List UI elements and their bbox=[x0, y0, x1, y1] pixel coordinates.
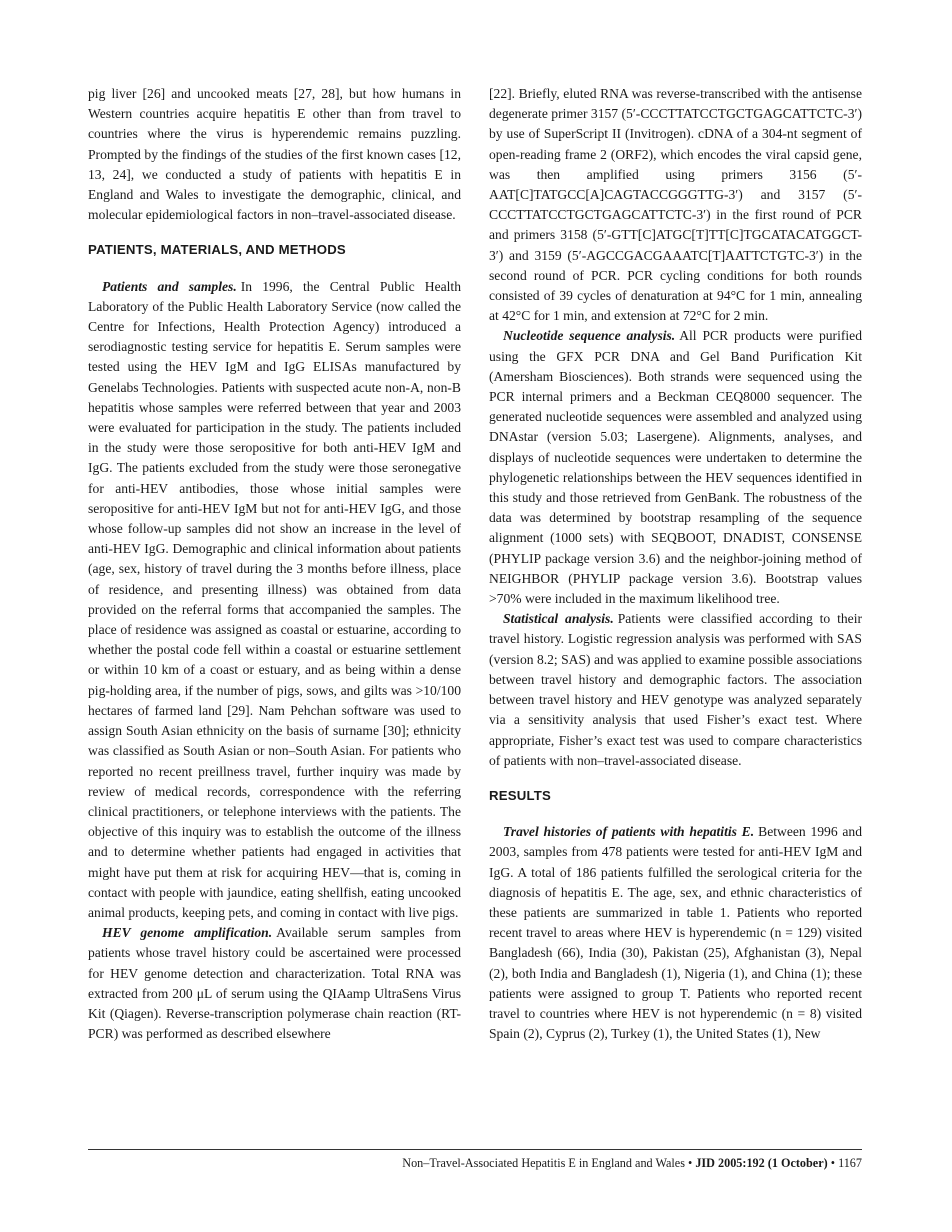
page-footer bbox=[88, 1156, 862, 1171]
rtpcr-continuation-paragraph: [22]. Briefly, eluted RNA was reverse-transcribed with the antisense degenerate primer 3157 (5′-CCCTTATCCTGCTGAGCATTCTC-3′) by use of SuperScript II (Invitrogen). cDNA of a 304-nt segment of open-reading frame 2 (ORF2), which encodes the viral capsid gene, was then amplified using primers 3156 (5′-AAT[C]TATGCC[A]CAGTACCGGGTTG-3′) and 3157 (5′-CCCTTATCCTGCTGAGCATTCTC-3′) in the first round of PCR and primers 3158 (5′-GTT[C]ATGC[T]TT[C]TGCATACATGGCT-3′) and 3159 (5′-AGCCGACGAAATC[T]AATTCTGTC-3′) in the second round of PCR. PCR cycling conditions for both rounds consisted of 39 cycles of denaturation at 94°C for 1 min, annealing at 42°C for 1 min, and extension at 72°C for 2 min. bbox=[489, 86, 862, 324]
travel-histories-paragraph bbox=[489, 822, 862, 1044]
patients-samples-text: In 1996, the Central Public Health Laboratory of the Public Health Laboratory Service (now called the Centre for Infections, Health Protection Agency) introduced a serodiagnostic testing service for hepatitis E. Serum samples were tested using the HEV IgM and IgG ELISAs manufactured by Genelabs Technologies. Patients with suspected acute non-A, non-B hepatitis whose samples were referred between that year and 2003 were evaluated for participation in the study. The patients included in the study were those seropositive for both anti-HEV IgM and IgG. The patients excluded from the study were those seronegative for anti-HEV antibodies, those whose initial samples were seropositive for anti-HEV IgM but not for anti-HEV IgG, and those whose follow-up samples did not show an increase in the level of anti-HEV IgG. Demographic and clinical information about patients (age, sex, history of travel during the 3 months before illness, place of residence, and presenting illness) was obtained from data provided on the referral forms that accompanied the samples. The place of residence was assigned as coastal or estuarine, according to whether the postal code fell within a coastal or estuarine settlement or within 10 km of a coast or estuary, and as being within a dense pig-holding area, if the number of pigs, sows, and gilts was >10/100 hectares of farmed land [29]. Nam Pehchan software was used to assign South Asian ethnicity on the basis of surname [30]; ethnicity was classified as South Asian or non–South Asian. For patients who reported no recent preillness travel, further inquiry was made by review of medical records, correspondence with the referring clinical practitioners, or telephone interviews with the patients. The objective of this inquiry was to establish the outcome of the illness and to determine whether patients had engaged in activities that might have put them at risk for acquiring HEV—that is, coming in contact with people with jaundice, eating shellfish, eating uncooked animal products, keeping pets, and coming in contact with live pigs. bbox=[88, 278, 461, 920]
left-column bbox=[88, 84, 461, 1044]
patients-samples-paragraph bbox=[88, 277, 461, 924]
statistical-runin: Statistical analysis. bbox=[503, 611, 614, 627]
footer-rule bbox=[88, 1149, 862, 1150]
hev-genome-paragraph bbox=[88, 923, 461, 1044]
nucleotide-paragraph bbox=[489, 326, 862, 609]
hev-genome-runin: HEV genome amplification. bbox=[102, 925, 273, 941]
results-heading: RESULTS bbox=[489, 787, 551, 803]
footer-bullet: • bbox=[688, 1156, 693, 1170]
patients-samples-runin: Patients and samples. bbox=[102, 278, 237, 294]
travel-histories-text: Between 1996 and 2003, samples from 478 patients were tested for anti-HEV IgM and IgG. A total of 186 patients fulfilled the serological criteria for the diagnosis of hepatitis E. The age, sex, and ethnic characteristics of these patients are summarized in table 1. Patients who reported recent travel to areas where HEV is hyperendemic (n = 129) visited Bangladesh (66), India (30), Pakistan (25), Afghanistan (3), Nepal (2), both India and Bangladesh (1), Nigeria (1), and China (1); these patients were assigned to group T. Patients who reported recent travel to countries where HEV is not hyperendemic (n = 8) visited Spain (2), Cyprus (2), Turkey (1), the United States (1), New bbox=[489, 824, 862, 1042]
statistical-paragraph bbox=[489, 609, 862, 771]
running-title: Non–Travel-Associated Hepatitis E in England and Wales bbox=[402, 1156, 685, 1170]
statistical-text: Patients were classified according to their travel history. Logistic regression analysis was performed with SAS (version 8.2; SAS) and was applied to examine possible associations between travel history and demographic factors. The association between travel history and HEV genotype was analyzed separately via a sensitivity analysis that used Fisher’s exact test. Where appropriate, Fisher’s exact test was used to compare characteristics of patients with non–travel-associated disease. bbox=[489, 611, 863, 768]
footer-bullet: • bbox=[830, 1156, 836, 1170]
hev-genome-text: Available serum samples from patients whose travel history could be ascertained were processed for HEV genome detection and characterization. Total RNA was extracted from 200 μL of serum using the QIAamp UltraSens Virus Kit (Qiagen). Reverse-transcription polymerase chain reaction (RT-PCR) was performed as described elsewhere bbox=[88, 925, 462, 1042]
travel-histories-runin: Travel histories of patients with hepatitis E. bbox=[503, 824, 755, 840]
intro-paragraph: pig liver [26] and uncooked meats [27, 28], but how humans in Western countries acquire hepatitis E other than from travel to countries where the virus is hyperendemic remains puzzling. Prompted by the findings of the studies of the first known cases [12, 13, 24], we conducted a study of patients with hepatitis E in England and Wales to investigate the demographic, clinical, and molecular epidemiological factors in non–travel-associated disease. bbox=[88, 86, 461, 223]
right-column bbox=[489, 84, 862, 1044]
page-number: 1167 bbox=[838, 1156, 862, 1170]
nucleotide-text: All PCR products were purified using the GFX PCR DNA and Gel Band Purification Kit (Amersham Biosciences). Both strands were sequenced using the PCR internal primers and a Beckman CEQ8000 sequencer. The generated nucleotide sequences were assembled and analyzed using DNAstar (version 5.03; Lasergene). Alignments, analyses, and displays of nucleotide sequences were undertaken to determine the phylogenetic relationships between the HEV sequences identified in this study and those retrieved from GenBank. The robustness of the data was determined by bootstrap resampling of the sequence alignment (1000 sets) with SEQBOOT, DNADIST, CONSENSE (PHYLIP package version 3.6) and the neighbor-joining method of NEIGHBOR (PHYLIP package version 3.6). Bootstrap values >70% were included in the maximum likelihood tree. bbox=[489, 328, 862, 607]
journal-volume: JID 2005:192 bbox=[695, 1156, 765, 1170]
issue-date: (1 October) bbox=[767, 1156, 828, 1170]
methods-heading: PATIENTS, MATERIALS, AND METHODS bbox=[88, 242, 346, 258]
nucleotide-runin: Nucleotide sequence analysis. bbox=[503, 328, 676, 344]
